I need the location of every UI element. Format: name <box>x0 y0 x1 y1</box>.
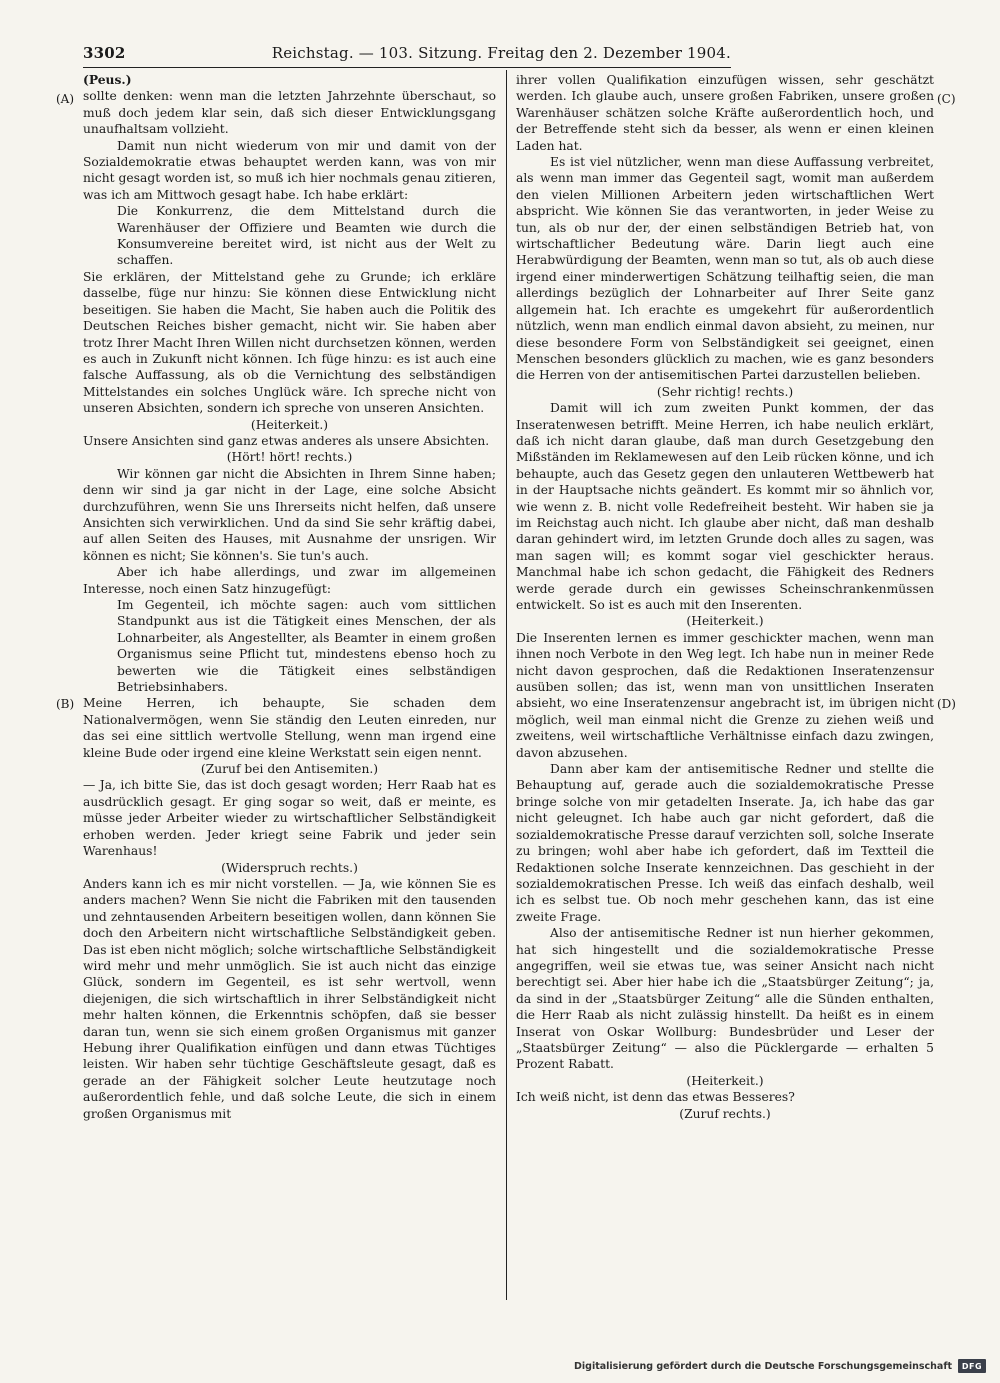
page-number: 3302 <box>83 44 126 62</box>
paragraph: Also der antisemitische Redner ist nun hierher gekommen, hat sich hingestellt und die sozialdemokratische Presse angegriffen, weil sie etwas tue, was seiner Ansicht nach nicht berechtigt sei. Aber hier habe ich die „Staatsbürger Zeitung“; ja, da sind in der „Staatsbürger Zeitung“ alle die Sünden enthalten, die Herr Raab als nicht zulässig hinstellt. Da heißt es in einem Inserat von Oskar Wollburg: Bundesbrüder und Leser der „Staatsbürger Zeitung“ — also die Pücklergarde — erhalten 5 Prozent Rabatt. <box>516 926 934 1072</box>
interjection: (Hört! hört! rechts.) <box>226 450 353 465</box>
interjection: (Zuruf rechts.) <box>679 1106 771 1121</box>
running-title: Reichstag. — 103. Sitzung. Freitag den 2. Dezember 1904. <box>271 44 731 62</box>
interjection: (Widerspruch rechts.) <box>221 860 358 875</box>
paragraph: Wir können gar nicht die Absichten in Ihrem Sinne haben; denn wir sind ja gar nicht in der Lage, eine solche Absicht durchzuführen, wenn Sie uns Ihrerseits nicht helfen, daß unsere Ansichten sich verwirklichen. Und da sind Sie sehr kräftig dabei, auf allen Seiten des Hauses, mit Ausnahme der unsrigen. Wir können es nicht; Sie können's. Sie tun's auch. <box>83 466 496 563</box>
paragraph: Es ist viel nützlicher, wenn man diese Auffassung verbreitet, als wenn man immer das Gegenteil sagt, womit man außerdem den vielen Millionen Arbeitern jeden wirtschaftlichen Wert abspricht. Wie können Sie das verantworten, in jeder Weise zu tun, als ob nur der, der einen selbständigen Betrieb hat, von wirtschaftlicher Bedeutung wäre. Darin liegt auch eine Herabwürdigung der Beamten, wenn man so tut, als ob auch diese irgend einer minderwertigen Schätzung teilhaftig seien, die man allerdings bezüglich der Lohnarbeiter auf Ihrer Seite ganz allgemein hat. Ich erachte es umgekehrt für außerordentlich nützlich, wenn man endlich einmal davon absieht, zu meinen, nur diese besondere Form von Selbständigkeit sei geeignet, einen Menschen besonders glücklich zu machen, wie es ganz besonders die Herren von der antisemitischen Partei darzustellen belieben. <box>516 155 934 383</box>
paragraph: Aber ich habe allerdings, und zwar im allgemeinen Interesse, noch einen Satz hinzugefügt: <box>83 565 496 596</box>
paragraph: Im Gegenteil, ich möchte sagen: auch vom sittlichen Standpunkt aus ist die Tätigkeit eines Menschen, der als Lohnarbeiter, als Angestellter, als Beamter in einem großen Organismus seine Pflicht tut, mindestens ebenso hoch zu bewerten wie die Tätigkeit eines selbständigen Betriebsinhabers. <box>117 598 496 695</box>
speaker-name: (Peus.) <box>83 72 132 87</box>
paragraph: ihrer vollen Qualifikation einzufügen wissen, sehr geschätzt werden. Ich glaube auch, unsere großen Fabriken, unsere großen Warenhäuser schätzen solche Kräfte außerordentlich hoch, und der Betreffende steht sich da besser, als wenn er einen kleinen Laden hat. <box>516 73 934 153</box>
interjection: (Heiterkeit.) <box>686 1073 764 1088</box>
right-column <box>516 72 934 1122</box>
page-header <box>83 44 731 68</box>
margin-marker-c: (C) <box>937 92 956 106</box>
interjection: (Heiterkeit.) <box>686 614 764 629</box>
margin-marker-a: (A) <box>56 92 75 106</box>
left-column <box>83 72 496 1122</box>
column-divider <box>506 70 507 1300</box>
paragraph: Die Inserenten lernen es immer geschickter machen, wenn man ihnen noch Verbote in den Weg legt. Ich habe nun in meiner Rede nicht davon gesprochen, daß die Redaktionen Inseratenzensur ausüben sollen; das ist, wenn man von unsittlichen Inseraten absieht, wo eine Inseratenzensur angebracht ist, im übrigen nicht möglich, weil man einmal nicht die Grenze zu ziehen weiß und zweitens, weil wirtschaftliche Verhältnisse einfach dazu zwingen, davon abzusehen. <box>516 630 934 760</box>
footer <box>574 1359 986 1373</box>
interjection: (Sehr richtig! rechts.) <box>656 384 794 399</box>
paragraph: Anders kann ich es mir nicht vorstellen. — Ja, wie können Sie es anders machen? Wenn Sie nicht die Fabriken mit den tausenden und zehntausenden Arbeitern beseitigen wollen, dann können Sie doch den Arbeitern nicht wirtschaftliche Selbständigkeit geben. Das ist eben nicht möglich; solche wirtschaftliche Selbständigkeit wird mehr und mehr unmöglich. Sie ist auch nicht das einzige Glück, sondern im Gegenteil, es ist sehr wertvoll, wenn diejenigen, die sich wirtschaftlich in ihrer Selbständigkeit nicht mehr halten können, die Erkenntnis schöpfen, daß sie besser daran tun, wenn sie sich einem großen Organismus mit ganzer Hebung ihrer Qualifikation einfügen und dann etwas Tüchtiges leisten. Wir haben sehr tüchtige Geschäftsleute gesagt, daß es gerade an der Fähigkeit solcher Leute heutzutage noch außerordentlich fehle, und daß solche Leute, die sich in einem großen Organismus mit <box>83 876 496 1121</box>
header-rule <box>83 67 731 68</box>
paragraph: sollte denken: wenn man die letzten Jahrzehnte überschaut, so muß doch jedem klar sein, daß sich dieser Entwicklungsgang unaufhaltsam vollzieht. <box>83 89 496 137</box>
margin-marker-b: (B) <box>56 697 75 711</box>
margin-marker-d: (D) <box>937 697 956 711</box>
interjection: (Heiterkeit.) <box>250 417 329 432</box>
paragraph: Meine Herren, ich behaupte, Sie schaden dem Nationalvermögen, wenn Sie ständig den Leuten einreden, nur das sei eine sittlich wertvolle Stellung, wenn man irgend eine kleine Bude oder irgend eine kleine Werkstatt sein eigen nennt. <box>83 696 496 760</box>
paragraph: Ich weiß nicht, ist denn das etwas Besseres? <box>516 1090 795 1105</box>
paragraph: Sie erklären, der Mittelstand gehe zu Grunde; ich erkläre dasselbe, füge nur hinzu: Sie können diese Entwicklung nicht beseitigen. Sie haben die Macht, Sie haben auch die Politik des Deutschen Reiches bisher gemacht, nicht wir. Sie haben aber trotz Ihrer Macht Ihren Willen nicht durchsetzen können, werden es auch in Zukunft nicht können. Ich füge hinzu: es ist auch eine falsche Auffassung, als ob die Vernichtung des selbständigen Mittelstandes ein solches Unglück wäre. Ich spreche nicht von unseren Absichten, sondern ich spreche von unseren Ansichten. <box>83 269 496 416</box>
interjection: (Zuruf bei den Antisemiten.) <box>200 762 379 777</box>
paragraph: Damit nun nicht wiederum von mir und damit von der Sozialdemokratie etwas behauptet werden kann, was von mir nicht gesagt worden ist, so muß ich hier nochmals genau zitieren, was ich am Mittwoch gesagt habe. Ich habe erklärt: <box>83 138 496 202</box>
dfg-logo-icon: DFG <box>958 1359 986 1373</box>
paragraph: Dann aber kam der antisemitische Redner und stellte die Behauptung auf, gerade auch die sozialdemokratische Presse bringe solche von mir getadelten Inserate. Ja, ich habe das gar nicht geleugnet. Ich habe auch gar nicht gefordert, daß die sozialdemokratische Presse darauf verzichten soll, solche Inserate zu bringen; wohl aber habe ich gefordert, daß im Textteil die Redaktionen solche Inserate kennzeichnen. Das geschieht in der sozialdemokratischen Presse. Ich weiß das einfach deshalb, weil ich es selbst tue. Ob noch mehr geschehen kann, das ist eine zweite Frage. <box>516 762 934 924</box>
digitization-credit: Digitalisierung gefördert durch die Deutsche Forschungsgemeinschaft <box>574 1360 952 1372</box>
paragraph: Die Konkurrenz, die dem Mittelstand durch die Warenhäuser der Offiziere und Beamten wie durch die Konsumvereine bereitet wird, ist nicht aus der Welt zu schaffen. <box>117 204 496 268</box>
paragraph: Unsere Ansichten sind ganz etwas anderes als unsere Absichten. <box>83 433 490 448</box>
paragraph: Damit will ich zum zweiten Punkt kommen, der das Inseratenwesen betrifft. Meine Herren, ich habe neulich erklärt, daß ich nicht daran glaube, daß man durch Gesetzgebung den Mißständen im Reklamewesen auf den Leib rücken könne, und ich behaupte, auch das Gesetz gegen den unlauteren Wettbewerb hat in der Hauptsache nichts geändert. Es kommt mir so ähnlich vor, wie wenn z. B. nicht volle Redefreiheit besteht. Wir haben sie ja im Reichstag auch nicht. Ich glaube aber nicht, daß man deshalb daran gehindert wird, im letzten Grunde doch alles zu sagen, was man sagen will; es kommt sogar viel geschickter heraus. Manchmal habe ich schon gedacht, die Fähigkeit des Redners werde gerade durch ein gewisses Scheinschrankenmüssen entwickelt. So ist es auch mit den Inserenten. <box>516 401 934 612</box>
paragraph: — Ja, ich bitte Sie, das ist doch gesagt worden; Herr Raab hat es ausdrücklich gesagt. Er ging sogar so weit, daß er meinte, es müsse jeder Arbeiter wieder zu wirtschaftlicher Selbständigkeit erhoben werden. Jeder kriegt seine Fabrik und jeder sein Warenhaus! <box>83 778 496 859</box>
